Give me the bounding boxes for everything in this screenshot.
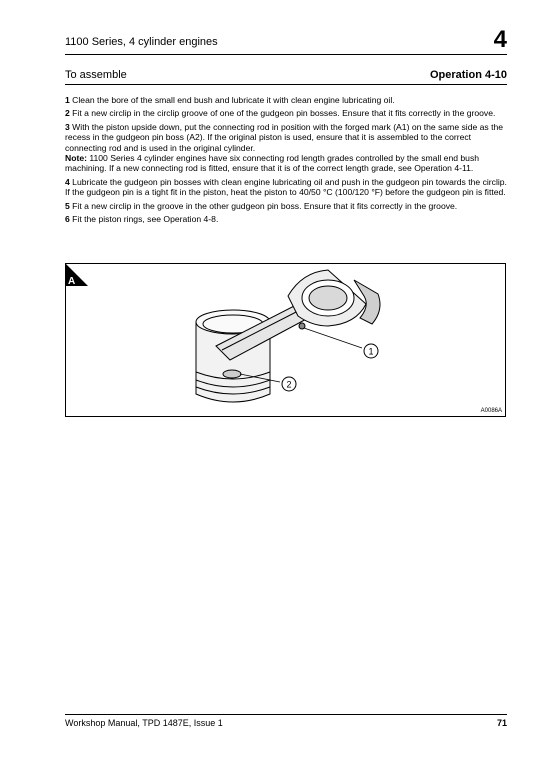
step-6: 6 Fit the piston rings, see Operation 4-8. [65, 214, 219, 225]
footer-rule [65, 714, 507, 715]
section-title: To assemble [65, 69, 127, 81]
figure-letter: A [68, 276, 76, 286]
procedure-text [65, 95, 507, 227]
operation-number: Operation 4-10 [429, 69, 507, 81]
note: Note: 1100 Series 4 cylinder engines have six connecting rod length grades controlled by the small end bush machining. If a new connecting rod is fitted, ensure that it is of the correct length grade, see Operation 4-11. [65, 153, 480, 174]
step-4: 4 Lubricate the gudgeon pin bosses with clean engine lubricating oil and push in the gudgeon pin towards the circlip. If the gudgeon pin is a tight fit in the piston, heat the piston to 40/50 °C (100/120 °F) before the gudgeon pin is fitted. [65, 176, 507, 198]
step-5: 5 Fit a new circlip in the groove in the other gudgeon pin boss. Ensure that it fits correctly in the groove. [65, 200, 458, 211]
callout-1-label: 1 [368, 346, 374, 357]
callout-2-label: 2 [286, 379, 292, 390]
chapter-number: 4 [493, 26, 507, 53]
piston-conrod-illustration [66, 264, 506, 417]
figure-code: A0086A [480, 408, 502, 414]
figure-piston-conrod [65, 263, 506, 417]
step-2: 2 Fit a new circlip in the circlip groove of one of the gudgeon pin bosses. Ensure that it fits correctly in the groove. [65, 108, 496, 119]
footer-manual: Workshop Manual, TPD 1487E, Issue 1 [65, 718, 223, 728]
page-number: 71 [496, 718, 507, 728]
step-3: 3 With the piston upside down, put the connecting rod in position with the forged mark (A1) on the same side as the recess in the gudgeon pin boss (A2). If the original piston is used, ensure that it is assembled to the correct connecting rod and is used in the original cylinder. [65, 121, 504, 153]
step-1: 1 Clean the bore of the small end bush and lubricate it with clean engine lubricating oil. [65, 95, 395, 105]
header-rule [65, 54, 507, 55]
figure-letter-tab [66, 264, 88, 286]
section-rule [65, 84, 507, 85]
page-header-title: 1100 Series, 4 cylinder engines [65, 36, 218, 48]
